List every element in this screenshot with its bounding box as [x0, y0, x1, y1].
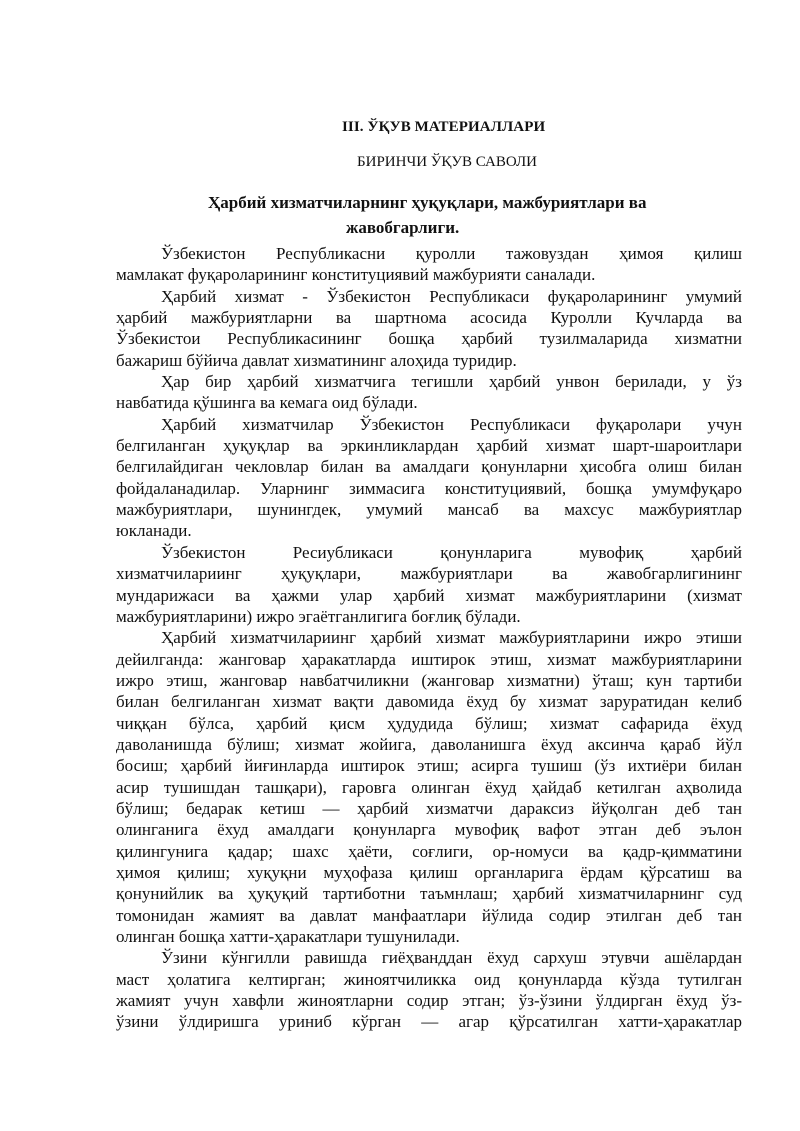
text-line: бажариш бўйича давлат хизматининг алоҳида туридир. — [116, 350, 517, 370]
text-line: Ўзбекистон Ресиубликаси қонунларига мувофиқ ҳарбий — [161, 542, 742, 562]
text-line: Ўзбекистои Республикасининг бошқа ҳарбий тузилмаларида хизматни — [116, 329, 742, 349]
text-line: Ҳар бир ҳарбий хизматчига тегишли ҳарбий унвон берилади, у ўз — [161, 372, 742, 392]
heading — [160, 190, 740, 240]
text-line: олинганига ёхуд амалдаги қонунларга мувофиқ вафот этган деб эълон — [116, 820, 742, 840]
text-line: билан белгиланган хизмат вақти давомида ёхуд бу хизмат заруратидан келиб — [116, 692, 742, 712]
text-line: томонидан жамият ва давлат манфаатлари йўлида содир этилган деб тан — [116, 905, 742, 925]
text-line: ҳарбий мажбуриятларни ва шартнома асосида Куролли Кучларда ва — [116, 308, 742, 328]
text-line: белгилайдиган чекловлар билан ва амалдаги қонунларни ҳисобга олиш билан — [116, 457, 742, 477]
text-line: юкланади. — [116, 521, 192, 541]
text-line: фойдаланадилар. Уларнинг зиммасига конституциявий, бошқа умумфуқаро — [116, 478, 742, 498]
text-line: ижро этиш, жанговар навбатчиликни (жанговар хизматни) ўташ; кун тартиби — [116, 670, 742, 690]
paragraph — [116, 243, 742, 286]
text-line: Ўзбекистон Республикасни қуролли тажовуздан ҳимоя қилиш — [161, 244, 742, 263]
text-line: ўзини ўлдиришга уриниб кўрган — агар қўрсатилган хатти-ҳаракатлар — [116, 1012, 742, 1032]
text-line: асир тушишдан ташқари), гаровга олинган ёхуд ҳайдаб кетилган аҳволида — [116, 777, 742, 797]
paragraph — [116, 627, 742, 947]
body-text — [116, 243, 742, 1033]
question-title: БИРИНЧИ ЎҚУВ САВОЛИ — [357, 154, 537, 170]
paragraph — [116, 286, 742, 371]
paragraph — [116, 542, 742, 627]
text-line: Ўзини кўнгилли равишда гиёҳванддан ёхуд сархуш этувчи ашёлардан — [161, 948, 742, 968]
text-line: қилингунига қадар; шахс ҳаёти, соғлиги, ор-номуси ва қадр-қимматини — [116, 841, 742, 861]
text-line: мажбуриятларини) ижро эгаётганлигига боғлиқ бўлади. — [116, 606, 521, 626]
text-line: дейилганда: жанговар ҳаракатларда иштирок этиш, хизмат мажбуриятларини — [116, 649, 742, 669]
paragraph — [116, 414, 742, 542]
text-line: мундарижаси ва ҳажми улар ҳарбий хизмат мажбуриятларини (хизмат — [116, 585, 742, 605]
text-line: ҳимоя қилиш; хуқуқни муҳофаза қилиш органларига ёрдам қўрсатиш ва — [116, 862, 742, 882]
text-line: маст ҳолатига келтирган; жиноятчиликка оид қонунларда кўзда тутилган — [116, 969, 742, 989]
text-line: Ҳарбий хизмат - Ўзбекистон Республикаси фуқароларининг умумий — [161, 286, 742, 306]
heading-line: жавобгарлиги. — [346, 218, 460, 237]
paragraph — [116, 371, 742, 414]
text-line: қонунийлик ва ҳуқуқий тартиботни таъмнлаш; ҳарбий хизматчиларнинг суд — [116, 884, 742, 904]
text-line: мажбуриятлари, шунингдек, умумий мансаб ва махсус мажбуриятлар — [116, 500, 742, 520]
text-line: мамлакат фуқароларининг конституциявий мажбурияти саналади. — [116, 265, 596, 285]
text-line: чиққан бўлса, ҳарбий қисм ҳудудида бўлиш; хизмат сафарида ёхуд — [116, 713, 742, 733]
text-line: жамият учун хавфли жиноятларни содир этган; ўз-ўзини ўлдирган ёхуд ўз- — [116, 991, 742, 1011]
text-line: бўлиш; бедарак кетиш — ҳарбий хизматчи дараксиз йўқолган деб тан — [116, 798, 742, 818]
text-line: навбатида қўшинга ва кемага оид бўлади. — [116, 393, 418, 413]
text-line: олинган бошқа хатти-ҳаракатлари тушунилади. — [116, 927, 460, 946]
heading-line: Ҳарбий хизматчиларнинг ҳуқуқлари, мажбуриятлари ва — [208, 193, 647, 212]
text-line: белгиланган ҳуқуқлар ва эркинликлардан ҳарбий хизмат шарт-шароитлари — [116, 436, 742, 456]
text-line: хизматчилариинг ҳуқуқлари, мажбуриятлари ва жавобгарлигининг — [116, 564, 742, 584]
section-title: III. ЎҚУВ МАТЕРИАЛЛАРИ — [342, 119, 546, 135]
paragraph — [116, 947, 742, 1032]
text-line: босиш; ҳарбий йиғинларда иштирок этиш; асирга тушиш (ўз ихтиёри билан — [116, 756, 742, 776]
text-line: даволанишда бўлиш; хизмат жойига, даволанишга ёхуд аксинча қараб йўл — [116, 734, 742, 754]
text-line: Ҳарбий хизматчилариинг ҳарбий хизмат мажбуриятларини ижро этиши — [161, 628, 742, 648]
text-line: Ҳарбий хизматчилар Ўзбекистон Республикаси фуқаролари учун — [161, 414, 742, 434]
